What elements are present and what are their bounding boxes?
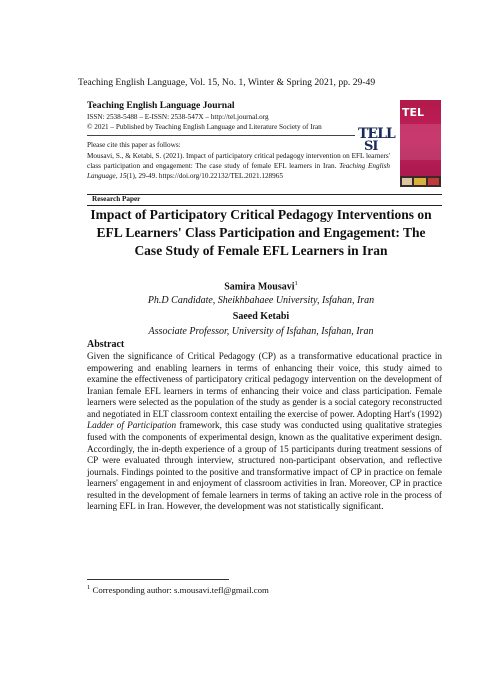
- tellsi-logo-line1: TELL: [358, 126, 395, 142]
- author-name: [87, 280, 435, 292]
- abstract-text: framework, this case study was conducted using qualitative strategies fused with the components of experimental design, known as the qualitative experiment design. Accordingly, the in-depth experience of a group of 15 participants during treatment sessions of CP were evaluated through interview, structured non-participant observation, and reflective journals. Findings pointed to the positive and transformative impact of CP in practice on female learners' engagement in and enjoyment of classroom activities in Iran. Moreover, CP in practice resulted in the development of female learners in terms of taking an active role in the process of learning EFL in Iran. However, the development was not statistically significant.: [87, 420, 442, 512]
- tellsi-logo-line2: SI: [364, 139, 378, 154]
- journal-name: Teaching English Language Journal: [87, 100, 235, 111]
- footnote-text: Corresponding author: s.mousavi.tefl@gmail.com: [90, 584, 269, 595]
- author-name-text: Samira Mousavi: [224, 281, 295, 293]
- footnote: [87, 584, 269, 595]
- header-divider: [87, 135, 355, 136]
- author-footnote-mark[interactable]: 1: [294, 280, 298, 287]
- author-affiliation: Ph.D Candidate, Sheikhbahaee University, Isfahan, Iran: [147, 295, 375, 306]
- footnote-divider: [87, 579, 229, 580]
- author-affiliation: Associate Professor, University of Isfahan, Isfahan, Iran: [148, 326, 374, 337]
- author-name: [87, 311, 435, 322]
- citation-text: Mousavi, S., & Ketabi, S. (2021). Impact of participatory critical pedagogy intervention on EFL learners' class participation and engagement: The case study of female EFL learners in Iran.: [87, 152, 390, 171]
- footnote-mark: 1: [87, 584, 91, 591]
- paper-title: Impact of Participatory Critical Pedagogy Interventions on EFL Learners' Class Participation and Engagement: The Case Study of Female EFL Learners in Iran: [90, 207, 432, 259]
- cover-stripe: [400, 124, 441, 160]
- abstract-body: [87, 351, 442, 513]
- citation: [87, 151, 390, 182]
- abstract-framework: Ladder of Participation: [87, 420, 177, 431]
- citation-doi[interactable]: (1), 29-49. https://doi.org/10.22132/TEL.2021.128965: [126, 172, 283, 181]
- abstract-heading: Abstract: [87, 339, 125, 350]
- journal-copyright: © 2021 – Published by Teaching English Language and Literature Society of Iran: [87, 123, 322, 131]
- cover-badge: [402, 178, 412, 185]
- paper-type-label: Research Paper: [92, 195, 141, 203]
- journal-issn: ISSN: 2538-5488 – E-ISSN: 2538-547X – http://tel.journal.org: [87, 113, 269, 121]
- cover-badge: [428, 178, 439, 185]
- citation-journal: Teaching English Language, 15: [87, 162, 390, 181]
- journal-cover-image: [400, 100, 441, 187]
- author-name-text: Saeed Ketabi: [232, 311, 290, 322]
- citation-intro: Please cite this paper as follows:: [87, 141, 181, 149]
- abstract-text: Given the significance of Critical Pedagogy (CP) as a transformative educational practice in empowering and enabling learners in terms of enhancing their voice, this study aimed to examine the effectiveness of participatory critical pedagogy intervention on the development of Iranian female EFL learners in terms of enhancing their voice and class participation. Female learners were selected as the population of the study as gender is a social category reconstructed and negotiated in ELT classroom context entailing the exercise of power. Adopting Hart's (1992): [87, 351, 442, 419]
- cover-badge: [414, 178, 426, 185]
- cover-logo: TEL: [402, 106, 425, 119]
- running-header: Teaching English Language, Vol. 15, No. 1, Winter & Spring 2021, pp. 29-49: [78, 77, 376, 88]
